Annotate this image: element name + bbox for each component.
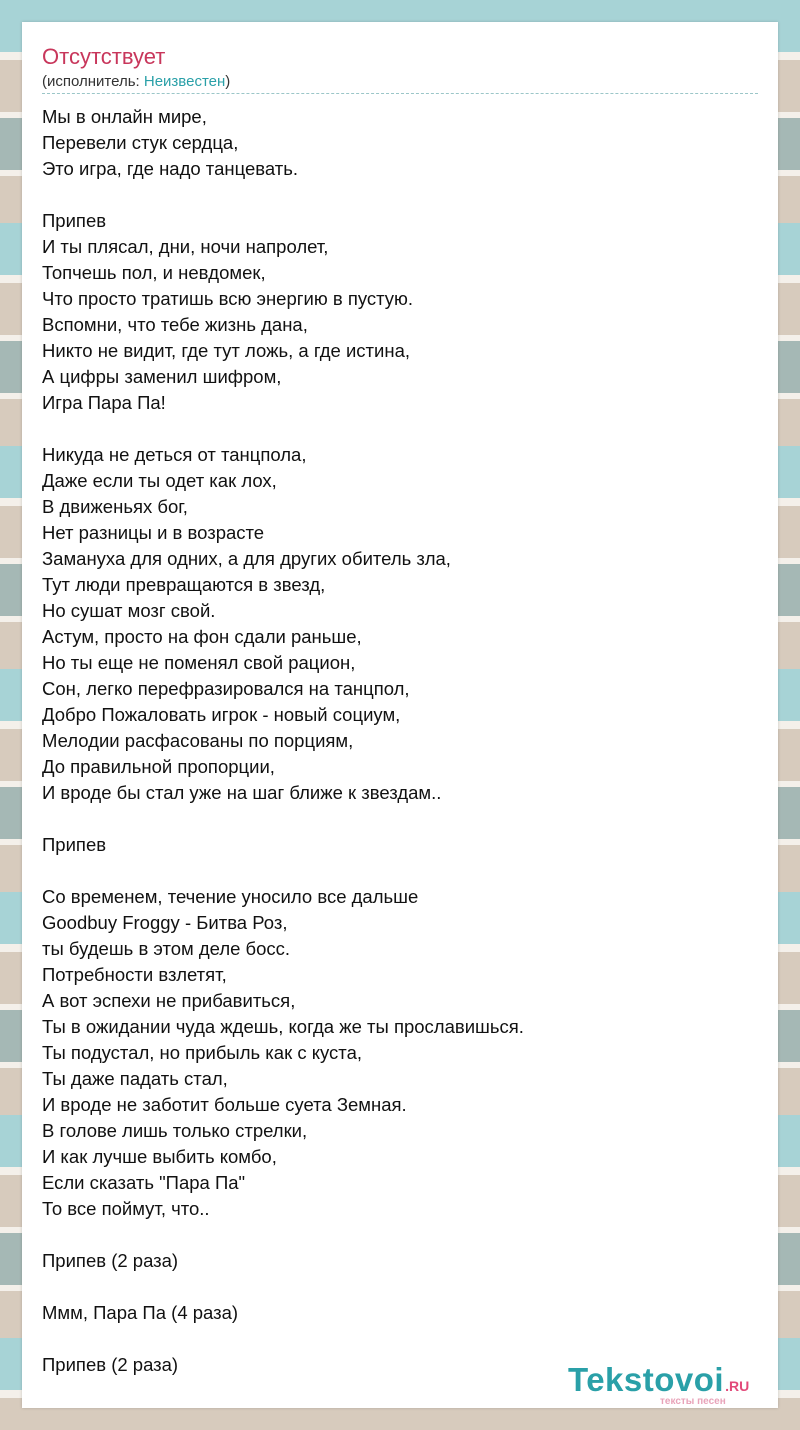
artist-link[interactable]: Неизвестен — [143, 73, 226, 90]
artist-prefix: (исполнитель: — [42, 73, 144, 90]
logo-tagline: тексты песен — [660, 1396, 726, 1407]
lyrics-text: Мы в онлайн мире, Перевели стук сердца, Это игра, где надо танцевать. Припев И ты плясал, дни, ночи напролет, Топчешь пол, и невдомек, Что просто тратишь всю энергию в пустую. Вспомни, что тебе жизнь дана, Никто не видит, где тут ложь, а где истина, А цифры заменил шифром, Игра Пара Па! Никуда не деться от танцпола, Даже если ты одет как лох, В движеньях бог, Нет разницы и в возрасте Замануха для одних, а для других обитель зла, Тут люди превращаются в звезд, Но сушат мозг свой. Астум, просто на фон сдали раньше, Но ты еще не поменял свой рацион, Сон, легко перефразировался на танцпол, Добро Пожаловать игрок - новый социум, Мелодии расфасованы по порциям, До правильной пропорции, И вроде бы стал уже на шаг ближе к звездам.. Припев Со временем, течение уносило все дальше Goodbuy Froggy - Битва Роз, ты будешь в этом деле босс. Потребности взлетят, А вот эспехи не прибавиться, Ты в ожидании чуда ждешь, когда же ты прославишься. Ты подустал, но прибыль как с куста, Ты даже падать стал, И вроде не заботит больше суета Земная. В голове лишь только стрелки, И как лучше выбить комбо, Если сказать "Пара Па" То все поймут, что.. Припев (2 раза) Ммм, Пара Па (4 раза) Припев (2 раза) — [42, 106, 524, 1375]
artist-suffix: ) — [225, 73, 231, 90]
site-logo[interactable] — [568, 1361, 750, 1407]
artist-line — [42, 72, 230, 92]
logo-tld: .RU — [725, 1378, 750, 1394]
logo-wordmark: Tekstovoi — [568, 1361, 725, 1398]
lyrics-card — [22, 22, 778, 1408]
title-divider — [42, 93, 758, 94]
song-title: Отсутствует — [42, 44, 166, 69]
